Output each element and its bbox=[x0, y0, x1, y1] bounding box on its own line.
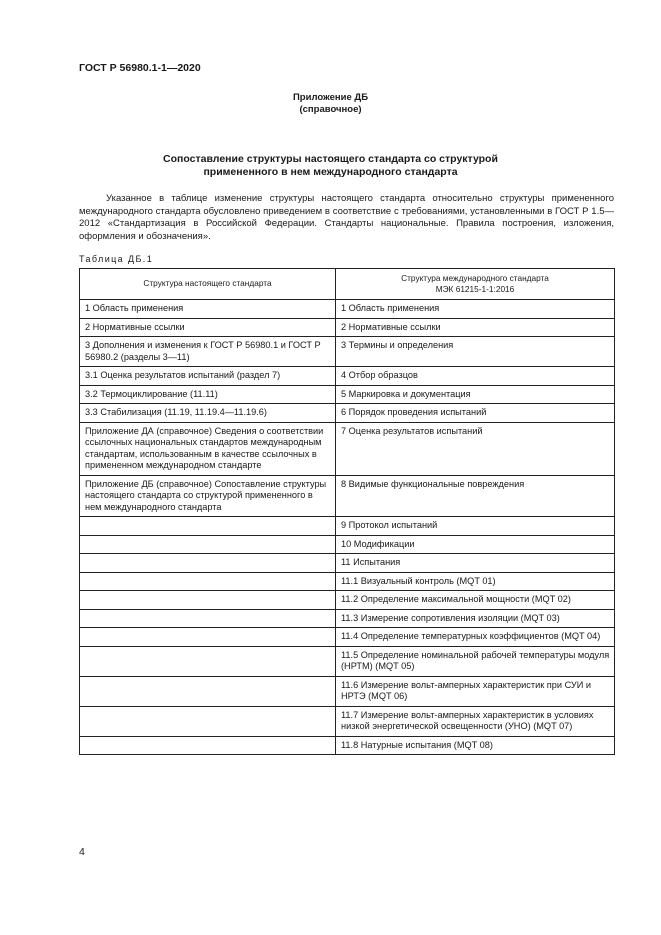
cell-national-structure: 3 Дополнения и изменения к ГОСТ Р 56980.1 и ГОСТ Р 56980.2 (разделы 3—11) bbox=[80, 337, 336, 367]
table-caption: Таблица ДБ.1 bbox=[79, 254, 154, 264]
table-row bbox=[80, 517, 615, 536]
cell-international-structure: 9 Протокол испытаний bbox=[336, 517, 615, 536]
cell-national-structure bbox=[80, 676, 336, 706]
cell-national-structure: 2 Нормативные ссылки bbox=[80, 318, 336, 337]
header-international-structure bbox=[336, 269, 615, 300]
cell-national-structure: 3.1 Оценка результатов испытаний (раздел 7) bbox=[80, 367, 336, 386]
cell-international-structure: 10 Модификации bbox=[336, 535, 615, 554]
table-row bbox=[80, 609, 615, 628]
annex-subtitle: (справочное) bbox=[299, 104, 362, 115]
table-row bbox=[80, 385, 615, 404]
table-row bbox=[80, 475, 615, 517]
table-row bbox=[80, 318, 615, 337]
cell-international-structure: 3 Термины и определения bbox=[336, 337, 615, 367]
table-row bbox=[80, 591, 615, 610]
cell-national-structure bbox=[80, 517, 336, 536]
cell-international-structure: 11.6 Измерение вольт-амперных характеристик при СУИ и НРТЭ (MQT 06) bbox=[336, 676, 615, 706]
header-national-structure: Структура настоящего стандарта bbox=[80, 269, 336, 300]
table-row bbox=[80, 676, 615, 706]
header-international-line-1: Структура международного стандарта bbox=[401, 272, 549, 283]
table-row bbox=[80, 554, 615, 573]
cell-international-structure: 11.8 Натурные испытания (MQT 08) bbox=[336, 736, 615, 755]
table-row bbox=[80, 300, 615, 319]
annex-heading bbox=[0, 153, 661, 179]
structure-comparison-table bbox=[79, 268, 615, 755]
cell-international-structure: 6 Порядок проведения испытаний bbox=[336, 404, 615, 423]
cell-international-structure: 2 Нормативные ссылки bbox=[336, 318, 615, 337]
cell-national-structure: Приложение ДБ (справочное) Сопоставление структуры настоящего стандарта со структурой примененного в нем международного стандарта bbox=[80, 475, 336, 517]
cell-international-structure: 7 Оценка результатов испытаний bbox=[336, 422, 615, 475]
table-body bbox=[80, 300, 615, 755]
table-row bbox=[80, 646, 615, 676]
table-header-row bbox=[80, 269, 615, 300]
cell-national-structure bbox=[80, 706, 336, 736]
table-row bbox=[80, 628, 615, 647]
header-international-line-2: МЭК 61215-1-1:2016 bbox=[435, 284, 515, 294]
cell-national-structure: 1 Область применения bbox=[80, 300, 336, 319]
page-number: 4 bbox=[79, 846, 85, 858]
annex-heading-line-2: примененного в нем международного стандарта bbox=[203, 166, 458, 178]
cell-international-structure: 1 Область применения bbox=[336, 300, 615, 319]
cell-international-structure: 8 Видимые функциональные повреждения bbox=[336, 475, 615, 517]
table-row bbox=[80, 422, 615, 475]
table-row bbox=[80, 736, 615, 755]
cell-international-structure: 11.5 Определение номинальной рабочей температуры модуля (НРТМ) (MQT 05) bbox=[336, 646, 615, 676]
cell-national-structure bbox=[80, 736, 336, 755]
cell-national-structure: Приложение ДА (справочное) Сведения о соответствии ссылочных национальных стандартов международным стандартам, использованным в качестве ссылочных в примененном международном стандарте bbox=[80, 422, 336, 475]
intro-paragraph: Указанное в таблице изменение структуры настоящего стандарта относительно структуры примененного международного стандарта обусловлено приведением в соответствие с требованиями, установленными в ГОСТ Р 1.5—2012 «Стандартизация в Российской Федерации. Стандарты национальные. Правила построения, изложения, оформления и обозначения». bbox=[79, 193, 614, 243]
cell-international-structure: 4 Отбор образцов bbox=[336, 367, 615, 386]
cell-international-structure: 11 Испытания bbox=[336, 554, 615, 573]
table-row bbox=[80, 535, 615, 554]
cell-national-structure bbox=[80, 591, 336, 610]
table-row bbox=[80, 572, 615, 591]
document-code: ГОСТ Р 56980.1-1—2020 bbox=[79, 62, 201, 74]
table-row bbox=[80, 367, 615, 386]
annex-label bbox=[0, 92, 661, 116]
table-row bbox=[80, 404, 615, 423]
cell-international-structure: 11.7 Измерение вольт-амперных характеристик в условиях низкой энергетической освещенности (УНО) (MQT 07) bbox=[336, 706, 615, 736]
cell-national-structure bbox=[80, 572, 336, 591]
cell-international-structure: 11.1 Визуальный контроль (MQT 01) bbox=[336, 572, 615, 591]
annex-heading-line-1: Сопоставление структуры настоящего стандарта со структурой bbox=[163, 153, 498, 165]
cell-national-structure bbox=[80, 628, 336, 647]
table-row bbox=[80, 706, 615, 736]
cell-national-structure: 3.2 Термоциклирование (11.11) bbox=[80, 385, 336, 404]
cell-national-structure bbox=[80, 535, 336, 554]
cell-international-structure: 11.3 Измерение сопротивления изоляции (MQT 03) bbox=[336, 609, 615, 628]
cell-national-structure bbox=[80, 609, 336, 628]
cell-international-structure: 5 Маркировка и документация bbox=[336, 385, 615, 404]
cell-national-structure bbox=[80, 554, 336, 573]
cell-international-structure: 11.2 Определение максимальной мощности (MQT 02) bbox=[336, 591, 615, 610]
annex-title: Приложение ДБ bbox=[292, 92, 369, 103]
cell-national-structure: 3.3 Стабилизация (11.19, 11.19.4—11.19.6) bbox=[80, 404, 336, 423]
table-row bbox=[80, 337, 615, 367]
cell-national-structure bbox=[80, 646, 336, 676]
cell-international-structure: 11.4 Определение температурных коэффициентов (MQT 04) bbox=[336, 628, 615, 647]
